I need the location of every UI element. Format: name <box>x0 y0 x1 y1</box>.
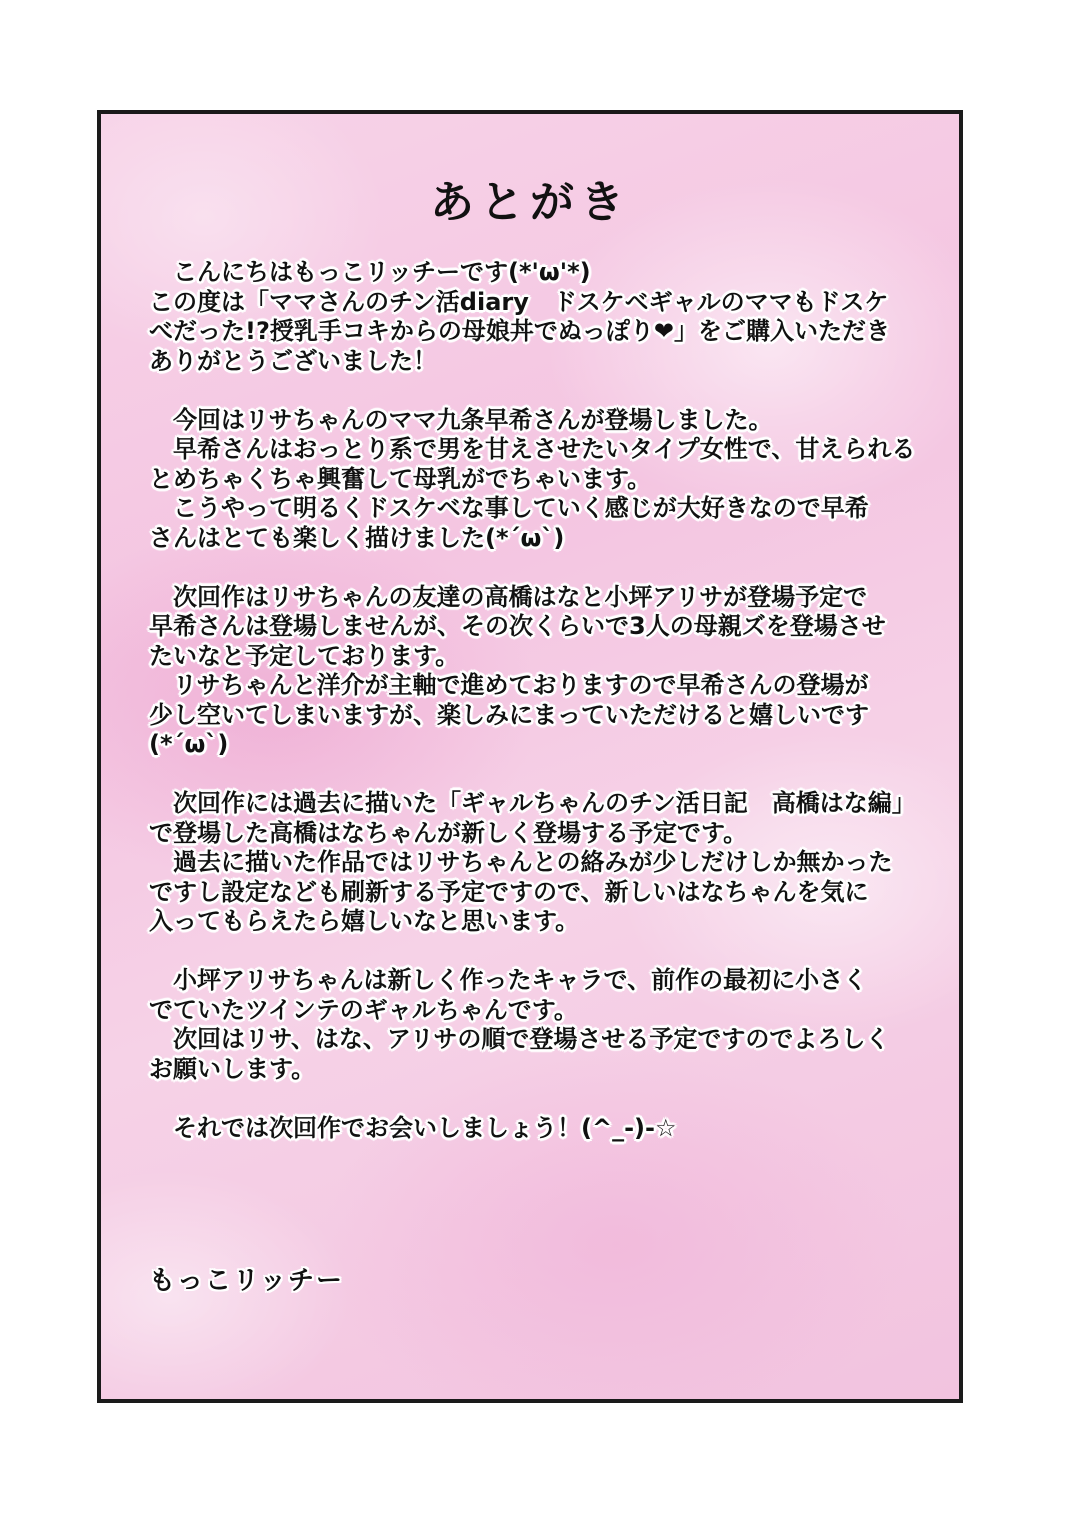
text-line: 次回はリサ、はな、アリサの順で登場させる予定ですのでよろしく <box>149 1025 890 1053</box>
text-line: それでは次回作でお会いしましょう！(^_-)-☆ <box>149 1113 677 1142</box>
text-line: 少し空いてしまいますが、楽しみにまっていただけると嬉しいです <box>149 700 869 729</box>
text-line: で登場した高橋はなちゃんが新しく登場する予定です。 <box>149 818 748 847</box>
paragraph-gap <box>149 553 939 583</box>
text-line: 早希さんは登場しませんが、その次くらいで3人の母親ズを登場させ <box>149 612 886 640</box>
text-line: 次回作はリサちゃんの友達の高橋はなと小坪アリサが登場予定で <box>149 582 868 611</box>
paragraph-gap <box>149 760 939 790</box>
author-signature: もっこリッチー <box>149 1266 344 1296</box>
text-line: 次回作には過去に描いた「ギャルちゃんのチン活日記 高橋はな編」 <box>149 789 916 817</box>
paragraph-gap <box>149 937 939 967</box>
text-line: とめちゃくちゃ興奮して母乳がでちゃいます。 <box>149 464 652 493</box>
text-line: べだった!?授乳手コキからの母娘丼でぬっぽり❤」をご購入いただき <box>149 317 890 345</box>
text-line: 小坪アリサちゃんは新しく作ったキャラで、前作の最初に小さく <box>149 966 868 994</box>
page-title: あとがき <box>430 177 630 228</box>
paragraph-closing <box>149 1114 939 1144</box>
paragraph-takahashi-hana <box>149 789 939 937</box>
paragraph-gap <box>149 1084 939 1114</box>
afterword-body <box>149 258 939 1143</box>
text-line: ありがとうございました！ <box>149 346 437 375</box>
text-line: ですし設定なども刷新する予定ですので、新しいはなちゃんを気に <box>149 877 869 906</box>
text-line: こうやって明るくドスケベな事していく感じが大好きなので早希 <box>149 494 869 522</box>
text-line: こんにちはもっこリッチーです(*'ω'*) <box>149 258 591 286</box>
text-line: 入ってもらえたら嬉しいなと思います。 <box>149 907 580 935</box>
paragraph-kotsubo-arisa <box>149 966 939 1084</box>
text-line: 早希さんはおっとり系で男を甘えさせたいタイプ女性で、甘えられる <box>149 435 916 463</box>
paragraph-gap <box>149 376 939 406</box>
text-line: リサちゃんと洋介が主軸で進めておりますので早希さんの登場が <box>149 671 869 699</box>
text-line: お願いします。 <box>149 1054 316 1083</box>
paragraph-next-work <box>149 583 939 760</box>
text-line: さんはとても楽しく描けました(*´ω`) <box>149 523 565 552</box>
afterword-page <box>97 110 963 1403</box>
text-line: この度は「ママさんのチン活diary ドスケベギャルのママもドスケ <box>149 287 889 316</box>
text-line: (*´ω`) <box>149 730 229 758</box>
paragraph-this-time <box>149 406 939 554</box>
paragraph-greeting <box>149 258 939 376</box>
text-line: 今回はリサちゃんのママ九条早希さんが登場しました。 <box>149 405 773 434</box>
text-line: でていたツインテのギャルちゃんです。 <box>149 995 578 1024</box>
text-line: 過去に描いた作品ではリサちゃんとの絡みが少しだけしか無かった <box>149 848 893 876</box>
text-line: たいなと予定しております。 <box>149 641 460 670</box>
